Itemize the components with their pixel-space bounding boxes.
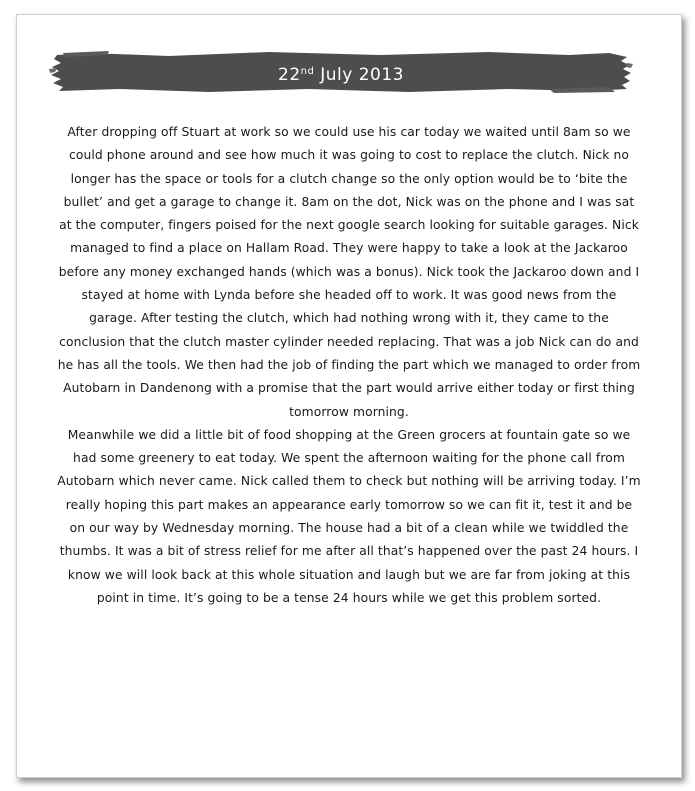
date-banner — [49, 49, 633, 95]
date-day: 22 — [278, 65, 301, 85]
journal-page — [16, 14, 682, 778]
entry-body — [57, 121, 641, 610]
entry-date-heading — [49, 49, 633, 95]
entry-paragraph: After dropping off Stuart at work so we could use his car today we waited until 8am so we could phone around and see how much it was going to cost to replace the clutch. Nick no longer has the space or tools for a clutch change so the only option would be to ‘bite the bullet’ and get a garage to change it. 8am on the dot, Nick was on the phone and I was sat at the computer, fingers poised for the next google search looking for suitable garages. Nick managed to find a place on Hallam Road. They were happy to take a look at the Jackaroo before any money exchanged hands (which was a bonus). Nick took the Jackaroo down and I stayed at home with Lynda before she headed off to work. It was good news from the garage. After testing the clutch, which had nothing wrong with it, they came to the conclusion that the clutch master cylinder needed replacing. That was a job Nick can do and he has all the tools. We then had the job of finding the part which we managed to order from Autobarn in Dandenong with a promise that the part would arrive either today or first thing tomorrow morning. — [57, 125, 641, 419]
date-month-year: July 2013 — [320, 65, 404, 85]
date-suffix: nd — [300, 66, 315, 77]
entry-paragraph: Meanwhile we did a little bit of food shopping at the Green grocers at fountain gate so we had some greenery to eat today. We spent the afternoon waiting for the phone call from Autobarn which never came. Nick called them to check but nothing will be arriving today. I’m really hoping this part makes an appearance early tomorrow so we can fit it, test it and be on our way by Wednesday morning. The house had a bit of a clean while we twiddled the thumbs. It was a bit of stress relief for me after all that’s happened over the past 24 hours. I know we will look back at this whole situation and laugh but we are far from joking at this point in time. It’s going to be a tense 24 hours while we get this problem sorted. — [57, 427, 641, 605]
